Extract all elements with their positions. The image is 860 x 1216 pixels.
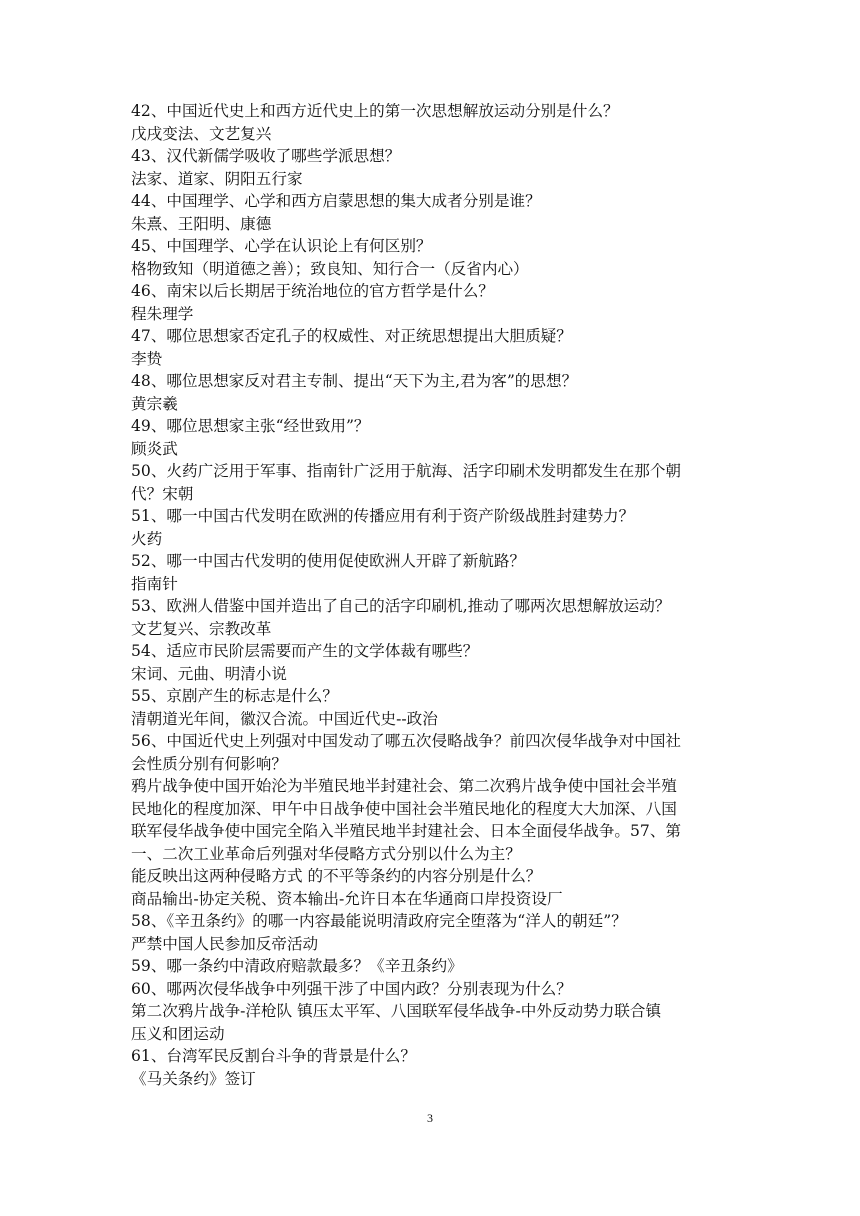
text-line: 53、欧洲人借鉴中国并造出了自己的活字印刷机,推动了哪两次思想解放运动？ [131,597,671,615]
text-line: 45、中国理学、心学在认识论上有何区别？ [131,237,432,255]
text-line: 61、台湾军民反割台斗争的背景是什么？ [131,1047,416,1065]
text-line: 56、中国近代史上列强对中国发动了哪五次侵略战争？前四次侵华战争对中国社 [131,732,682,750]
text-line: 54、适应市民阶层需要而产生的文学体裁有哪些？ [131,642,479,660]
text-line: 58、《辛丑条约》的哪一内容最能说明清政府完全堕落为“洋人的朝廷”？ [131,912,627,930]
text-line: 《马关条约》签订 [131,1069,256,1088]
text-line: 清朝道光年间，徽汉合流。中国近代史--政治 [131,709,438,728]
text-line: 55、京剧产生的标志是什么？ [131,687,338,705]
text-line: 压义和团运动 [131,1024,225,1043]
text-line: 民地化的程度加深、甲午中日战争使中国社会半殖民地化的程度大大加深、八国 [131,799,677,818]
text-line: 第二次鸦片战争-洋枪队 镇压太平军、八国联军侵华战争-中外反动势力联合镇 [131,1002,662,1020]
text-line: 法家、道家、阴阳五行家 [131,169,303,188]
text-line: 商品输出-协定关税、资本输出-允许日本在华通商口岸投资设厂 [131,889,563,908]
text-line: 42、中国近代史上和西方近代史上的第一次思想解放运动分别是什么？ [131,102,619,120]
text-line: 52、哪一中国古代发明的使用促使欧洲人开辟了新航路？ [131,552,526,570]
text-line: 火药 [131,529,163,548]
text-line: 严禁中国人民参加反帝活动 [131,934,319,953]
text-line: 47、哪位思想家否定孔子的权威性、对正统思想提出大胆质疑？ [131,327,572,345]
text-line: 黄宗羲 [131,394,178,413]
text-line: 49、哪位思想家主张“经世致用”？ [131,417,370,435]
text-line: 李贽 [131,349,163,368]
text-line: 会性质分别有何影响？ [131,754,287,773]
text-line: 顾炎武 [131,439,178,458]
text-line: 联军侵华战争使中国完全陷入半殖民地半封建社会、日本全面侵华战争。57、第 [131,822,682,840]
page-number: 3 [427,1111,433,1125]
text-line: 43、汉代新儒学吸收了哪些学派思想？ [131,147,401,165]
text-line: 鸦片战争使中国开始沦为半殖民地半封建社会、第二次鸦片战争使中国社会半殖 [131,777,677,795]
page-body-text [131,100,741,1090]
text-line: 程朱理学 [131,304,194,323]
text-line: 朱熹、王阳明、康德 [131,214,272,233]
text-line: 60、哪两次侵华战争中列强干涉了中国内政？分别表现为什么？ [131,979,572,998]
text-line: 59、哪一条约中清政府赔款最多？《辛丑条约》 [131,957,463,975]
text-line: 格物致知（明道德之善）；致良知、知行合一（反省内心） [131,259,529,278]
text-line: 48、哪位思想家反对君主专制、提出“天下为主,君为客”的思想？ [131,372,578,390]
text-line: 代？宋朝 [131,484,194,503]
text-line: 能反映出这两种侵略方式 的不平等条约的内容分别是什么？ [131,867,542,885]
text-line: 51、哪一中国古代发明在欧洲的传播应用有利于资产阶级战胜封建势力？ [131,507,635,525]
text-line: 戊戌变法、文艺复兴 [131,124,272,143]
text-line: 46、南宋以后长期居于统治地位的官方哲学是什么？ [131,282,494,300]
text-line: 一、二次工业革命后列强对华侵略方式分别以什么为主？ [131,844,521,863]
text-line: 50、火药广泛用于军事、指南针广泛用于航海、活字印刷术发明都发生在那个朝 [131,462,682,480]
text-line: 宋词、元曲、明清小说 [131,664,287,683]
text-line: 指南针 [131,574,178,593]
text-line: 44、中国理学、心学和西方启蒙思想的集大成者分别是谁？ [131,192,541,210]
text-line: 文艺复兴、宗教改革 [131,619,272,638]
